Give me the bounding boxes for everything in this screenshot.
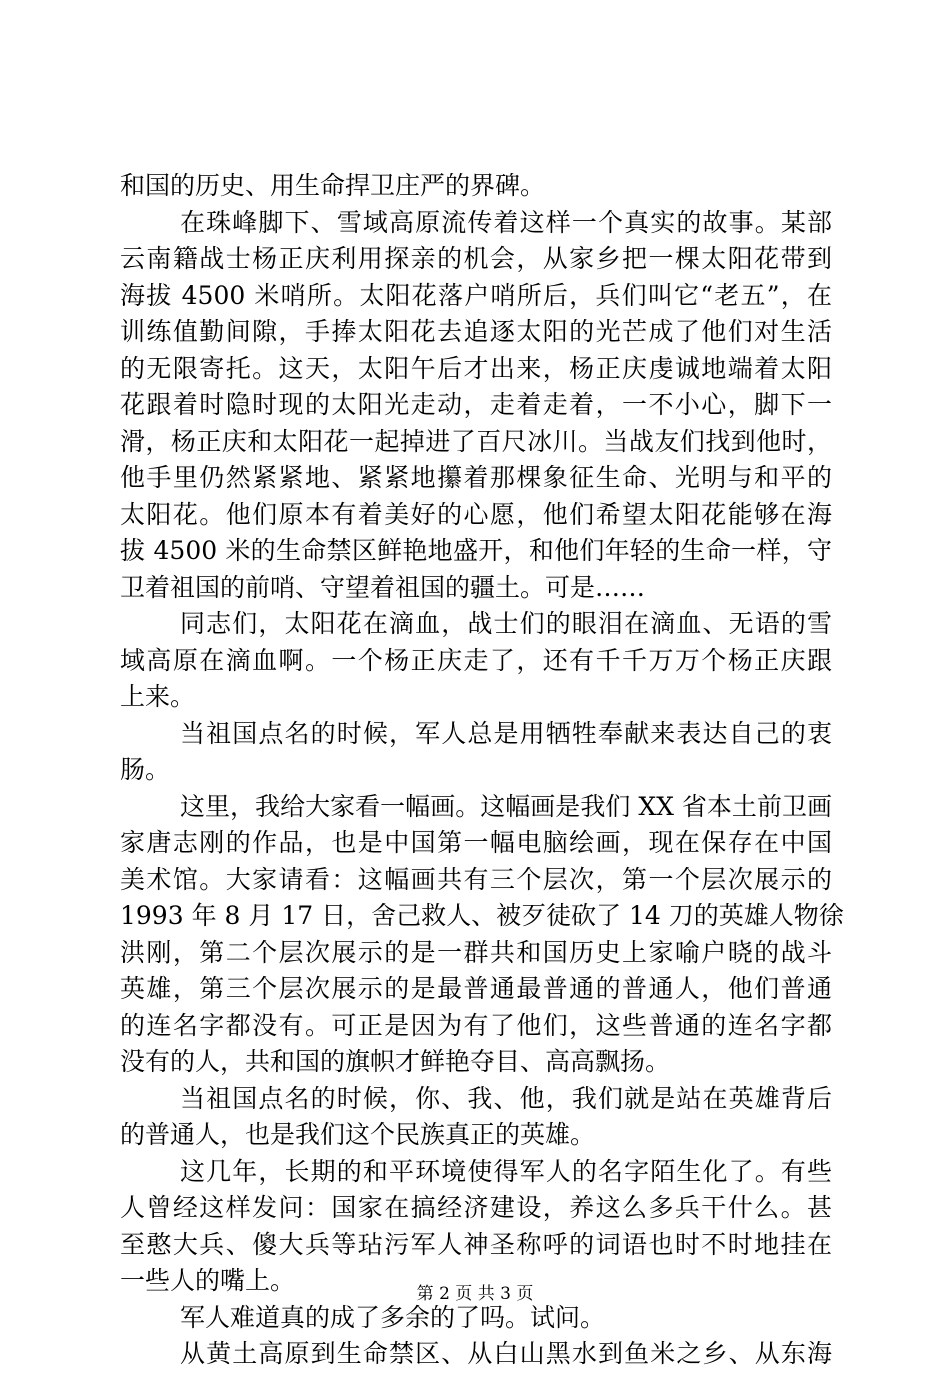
- text-line: 一些人的嘴上。: [120, 1266, 296, 1295]
- text-line: 云南籍战士杨正庆利用探亲的机会，从家乡把一棵太阳花带到: [120, 244, 832, 273]
- text-line: 当祖国点名的时候，你、我、他，我们就是站在英雄背后: [180, 1083, 832, 1113]
- text-line: 的普通人，也是我们这个民族真正的英雄。: [120, 1120, 596, 1149]
- text-line: 上来。: [120, 682, 196, 711]
- text-line: 同志们，太阳花在滴血，战士们的眼泪在滴血、无语的雪: [180, 609, 832, 638]
- text-line: 和国的历史、用生命捍卫庄严的界碑。: [120, 171, 546, 200]
- text-line: 人曾经这样发问：国家在搞经济建设，养这么多兵干什么。甚: [120, 1193, 832, 1222]
- text-line: 家唐志刚的作品，也是中国第一幅电脑绘画，现在保存在中国: [120, 828, 832, 857]
- text-line: 的连名字都没有。可正是因为有了他们，这些普通的连名字都: [120, 1010, 832, 1040]
- text-line: 这几年，长期的和平环境使得军人的名字陌生化了。有些: [180, 1156, 832, 1186]
- text-line: 域高原在滴血啊。一个杨正庆走了，还有千千万万个杨正庆跟: [120, 645, 832, 675]
- text-line: 拔 4500 米的生命禁区鲜艳地盛开，和他们年轻的生命一样，守: [120, 536, 832, 565]
- text-line: 当祖国点名的时候，军人总是用牺牲奉献来表达自己的衷: [180, 718, 832, 748]
- text-line: 没有的人，共和国的旗帜才鲜艳夺目、高高飘扬。: [120, 1047, 671, 1076]
- text-line: 卫着祖国的前哨、守望着祖国的疆土。可是……: [120, 572, 646, 602]
- text-line: 肠。: [120, 755, 171, 784]
- text-line: 从黄土高原到生命禁区、从白山黑水到鱼米之乡、从东海: [180, 1339, 832, 1368]
- text-line: 太阳花。他们原本有着美好的心愿，他们希望太阳花能够在海: [120, 499, 832, 529]
- page-footer: 第 2 页 共 3 页: [416, 1284, 534, 1304]
- text-line: 美术馆。大家请看：这幅画共有三个层次，第一个层次展示的: [120, 864, 832, 894]
- text-line: 1993 年 8 月 17 日，舍己救人、被歹徒砍了 14 刀的英雄人物徐: [120, 901, 844, 930]
- text-line: 他手里仍然紧紧地、紧紧地攥着那棵象征生命、光明与和平的: [120, 463, 832, 492]
- text-line: 军人难道真的成了多余的了吗。试问。: [180, 1302, 606, 1332]
- text-line: 滑，杨正庆和太阳花一起掉进了百尺冰川。当战友们找到他时，: [120, 426, 832, 456]
- text-line: 训练值勤间隙，手捧太阳花去追逐太阳的光芒成了他们对生活: [120, 317, 832, 346]
- text-line: 花跟着时隐时现的太阳光走动，走着走着，一不小心，脚下一: [120, 390, 832, 419]
- text-line: 的无限寄托。这天，太阳午后才出来，杨正庆虔诚地端着太阳: [120, 353, 832, 383]
- text-line: 洪刚，第二个层次展示的是一群共和国历史上家喻户晓的战斗: [120, 937, 832, 967]
- text-line: 这里，我给大家看一幅画。这幅画是我们 XX 省本土前卫画: [180, 791, 832, 821]
- text-line: 在珠峰脚下、雪域高原流传着这样一个真实的故事。某部: [180, 207, 832, 237]
- text-line: 英雄，第三个层次展示的是最普通最普通的普通人，他们普通: [120, 974, 832, 1003]
- document-body: [120, 168, 844, 1373]
- text-line: 海拔 4500 米哨所。太阳花落户哨所后，兵们叫它“老五”，在: [120, 280, 832, 310]
- text-line: 至憨大兵、傻大兵等玷污军人神圣称呼的词语也时不时地挂在: [120, 1229, 832, 1259]
